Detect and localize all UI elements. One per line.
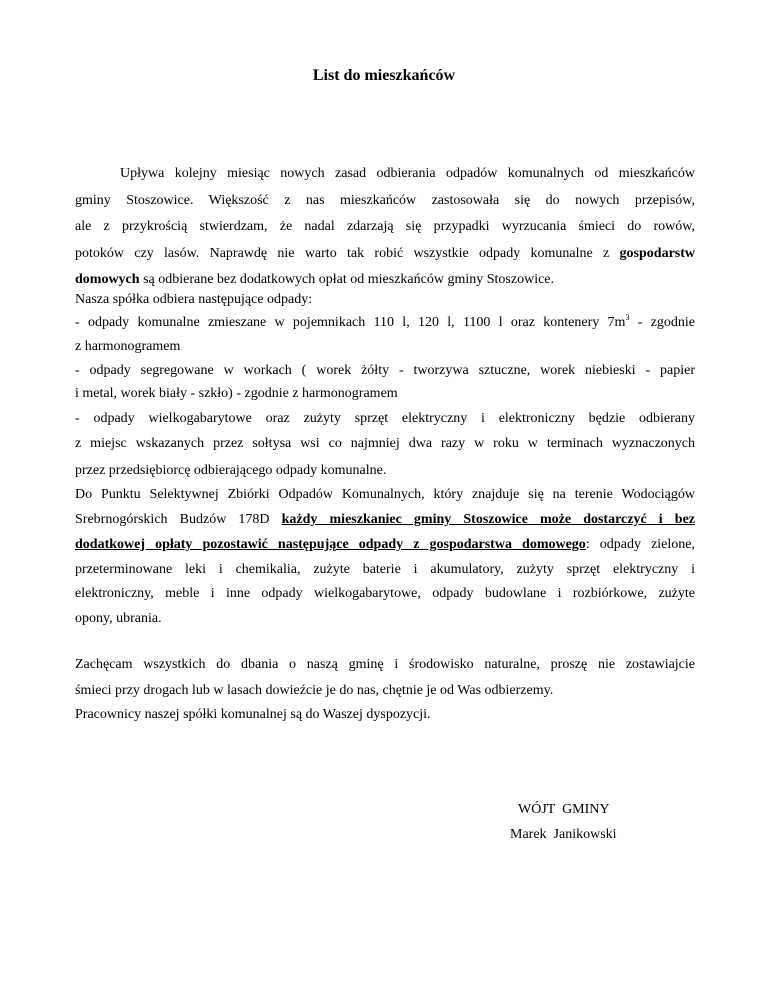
paragraph-line: ale z przykrością stwierdzam, że nadal zdarzają się przypadki wyrzucania śmieci do rowów, xyxy=(75,219,695,234)
paragraph-line xyxy=(75,536,695,554)
paragraph-line: elektroniczny, meble i inne odpady wielkogabarytowe, odpady budowlane i rozbiórkowe, zużyte xyxy=(75,586,695,601)
paragraph-line: Zachęcam wszystkich do dbania o naszą gminę i środowisko naturalne, proszę nie zostawiajcie xyxy=(75,657,695,672)
paragraph-line: opony, ubrania. xyxy=(75,611,162,626)
paragraph-text: potoków czy lasów. Naprawdę nie warto tak robić wszystkie odpady komunalne z xyxy=(75,246,610,261)
bold-text: gospodarstw xyxy=(619,246,696,261)
letter-title: List do mieszkańców xyxy=(312,67,456,84)
emphasized-text: dodatkowej opłaty pozostawić następujące odpady z gospodarstwa domowego xyxy=(75,537,586,552)
paragraph-line: gminy Stoszowice. Większość z nas mieszkańców zastosowała się do nowych przepisów, xyxy=(75,193,695,208)
list-item: - odpady segregowane w workach ( worek żółty - tworzywa sztuczne, worek niebieski - papier xyxy=(75,363,695,378)
paragraph-line: Upływa kolejny miesiąc nowych zasad odbierania odpadów komunalnych od mieszkańców xyxy=(120,166,695,181)
paragraph-text: : odpady zielone, xyxy=(585,537,695,552)
paragraph-line: śmieci przy drogach lub w lasach dowieźcie je do nas, chętnie je od Was odbierzemy. xyxy=(75,683,554,698)
paragraph-line xyxy=(75,245,695,263)
signature-role: WÓJT GMINY xyxy=(518,802,610,817)
paragraph-line: Pracownicy naszej spółki komunalnej są do Waszej dyspozycji. xyxy=(75,707,431,722)
list-item-continuation: z miejsc wskazanych przez sołtysa wsi co najmniej dwa razy w roku w terminach wyznaczonych xyxy=(75,436,695,451)
paragraph-line: Do Punktu Selektywnej Zbiórki Odpadów Komunalnych, który znajduje się na terenie Wodociągów xyxy=(75,487,695,502)
emphasized-text: każdy mieszkaniec gminy Stoszowice może dostarczyć i bez xyxy=(281,512,696,527)
superscript: 3 xyxy=(625,313,630,322)
paragraph-text: Srebrnogórskich Budzów 178D xyxy=(75,512,270,527)
list-item-text: - zgodnie xyxy=(629,315,695,330)
paragraph-line: przeterminowane leki i chemikalia, zużyte baterie i akumulatory, zużyty sprzęt elektryczny i xyxy=(75,562,695,577)
list-item-continuation: i metal, worek biały - szkło) - zgodnie z harmonogramem xyxy=(75,386,398,401)
signature-name: Marek Janikowski xyxy=(510,827,617,842)
list-item-continuation: z harmonogramem xyxy=(75,339,181,354)
list-item-text: - odpady komunalne zmieszane w pojemnikach 110 l, 120 l, 1100 l oraz kontenery 7m xyxy=(75,315,626,330)
list-item-continuation: przez przedsiębiorcę odbierającego odpady komunalne. xyxy=(75,463,387,478)
list-item: - odpady wielkogabarytowe oraz zużyty sprzęt elektryczny i elektroniczny będzie odbierany xyxy=(75,411,695,426)
paragraph-line xyxy=(75,511,695,529)
paragraph-text: są odbierane bez dodatkowych opłat od mieszkańców gminy Stoszowice. xyxy=(139,272,555,287)
list-item xyxy=(75,314,695,332)
paragraph-line xyxy=(75,271,695,289)
paragraph-line: Nasza spółka odbiera następujące odpady: xyxy=(75,292,313,307)
bold-text: domowych xyxy=(75,272,140,287)
